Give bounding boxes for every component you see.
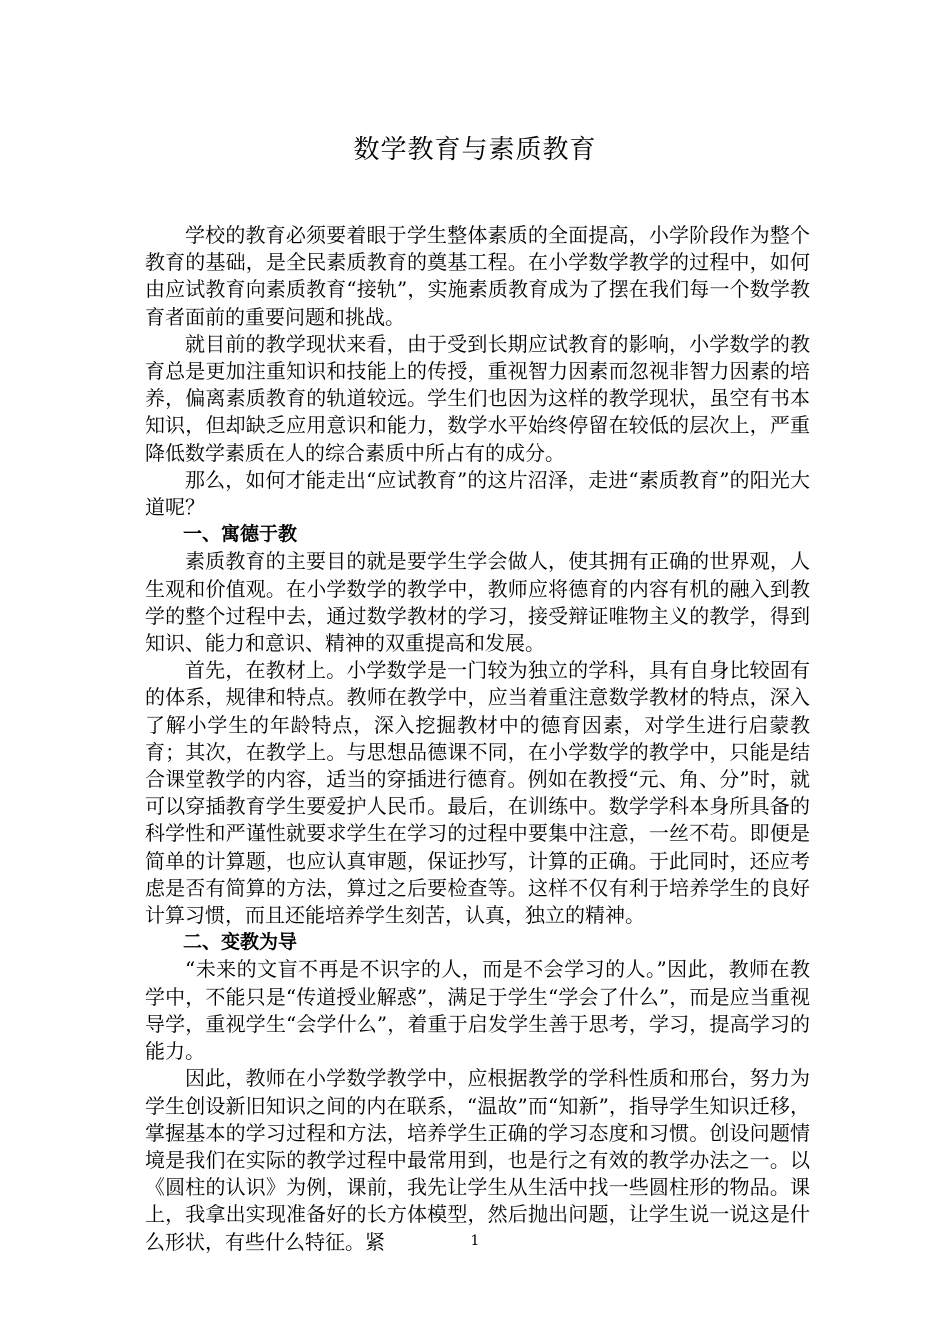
paragraph-intro-1: 学校的教育必须要着眼于学生整体素质的全面提高，小学阶段作为整个教育的基础，是全民素质教育的奠基工程。在小学数学教学的过程中，如何由应试教育向素质教育“接轨”，实施素质教育成为了摆在我们每一个数学教育者面前的重要问题和挑战。 [145, 223, 810, 329]
paragraph-intro-2: 就目前的教学现状来看，由于受到长期应试教育的影响，小学数学的教育总是更加注重知识和技能上的传授，重视智力因素而忽视非智力因素的培养，偏离素质教育的轨道较远。学生们也因为这样的教学现状，虽空有书本知识，但却缺乏应用意识和能力，数学水平始终停留在较低的层次上，严重降低数学素质在人的综合素质中所占有的成分。 [145, 331, 810, 465]
section2-paragraph-2: 因此，教师在小学数学教学中，应根据教学的学科性质和邢台，努力为学生创设新旧知识之间的内在联系，“温故”而“知新”，指导学生知识迁移，掌握基本的学习过程和方法，培养学生正确的学习态度和习惯。创设问题情境是我们在实际的教学过程中最常用到，也是行之有效的教学办法之一。以《圆柱的认识》为例，课前，我先让学生从生活中找一些圆柱形的物品。课上，我拿出实现准备好的长方体模型，然后抛出问题，让学生说一说这是什么形状，有些什么特征。紧 [145, 1066, 810, 1254]
section2-paragraph-1: “未来的文盲不再是不识字的人，而是不会学习的人。”因此，教师在教学中，不能只是“传道授业解惑”，满足于学生“学会了什么”，而是应当重视导学，重视学生“会学什么”，着重于启发学生善于思考，学习，提高学习的能力。 [145, 957, 810, 1064]
section-heading-1: 一、寓德于教 [183, 523, 298, 546]
document-body [145, 222, 810, 1256]
section1-paragraph-2: 首先，在教材上。小学数学是一门较为独立的学科，具有自身比较固有的体系，规律和特点。教师在教学中，应当着重注意数学教材的特点，深入了解小学生的年龄特点，深入挖掘教材中的德育因素，对学生进行启蒙教育；其次，在教学上。与思想品德课不同，在小学数学的教学中，只能是结合课堂教学的内容，适当的穿插进行德育。例如在教授“元、角、分”时，就可以穿插教育学生要爱护人民币。最后，在训练中。数学学科本身所具备的科学性和严谨性就要求学生在学习的过程中要集中注意，一丝不苟。即便是简单的计算题，也应认真审题，保证抄写，计算的正确。于此同时，还应考虑是否有简算的方法，算过之后要检查等。这样不仅有利于培养学生的良好计算习惯，而且还能培养学生刻苦，认真，独立的精神。 [145, 658, 810, 928]
section1-paragraph-1: 素质教育的主要目的就是要学生学会做人，使其拥有正确的世界观，人生观和价值观。在小学数学的教学中，教师应将德育的内容有机的融入到教学的整个过程中去，通过数学教材的学习，接受辩证唯物主义的教学，得到知识、能力和意识、精神的双重提高和发展。 [145, 549, 810, 656]
section-heading-2: 二、变教为导 [183, 931, 298, 954]
paragraph-intro-3: 那么，如何才能走出“应试教育”的这片沼泽，走进“素质教育”的阳光大道呢？ [145, 467, 810, 520]
page-number: 1 [470, 1233, 480, 1249]
document-title: 数学教育与素质教育 [353, 135, 597, 165]
